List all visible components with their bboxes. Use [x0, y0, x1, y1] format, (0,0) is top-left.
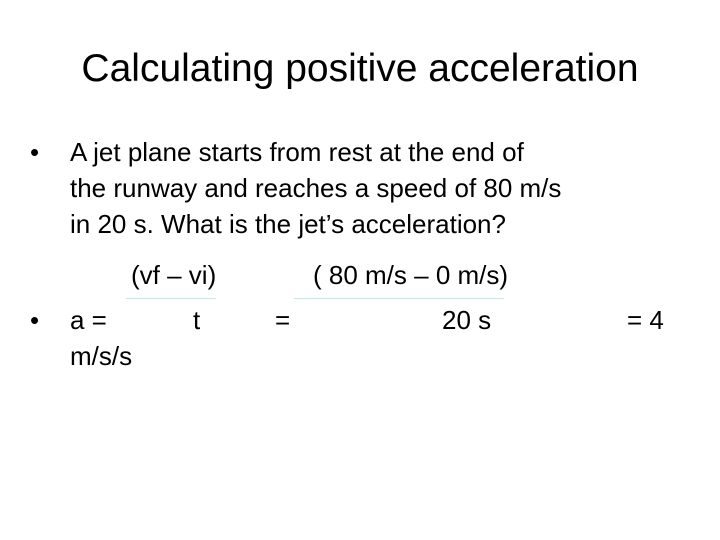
problem-text-line-2: the runway and reaches a speed of 80 m/s	[70, 173, 562, 203]
bullet-marker: •	[30, 305, 40, 335]
formula-numerator: (vf – vi)	[131, 260, 217, 290]
substituted-numerator: ( 80 m/s – 0 m/s)	[313, 260, 509, 290]
formula-fraction-bar	[126, 298, 216, 299]
slide-title: Calculating positive acceleration	[81, 47, 639, 90]
substituted-fraction-bar	[294, 298, 504, 299]
result-units: m/s/s	[70, 341, 133, 371]
result-value: = 4	[627, 305, 664, 335]
equals-sign: =	[275, 305, 291, 335]
bullet-marker: •	[30, 137, 40, 167]
problem-text-line-1: A jet plane starts from rest at the end of	[70, 137, 524, 167]
formula-denominator: t	[193, 305, 201, 335]
equation-lhs: a =	[70, 305, 107, 335]
problem-text-line-3: in 20 s. What is the jet’s acceleration?	[70, 209, 506, 239]
substituted-denominator: 20 s	[442, 305, 492, 335]
